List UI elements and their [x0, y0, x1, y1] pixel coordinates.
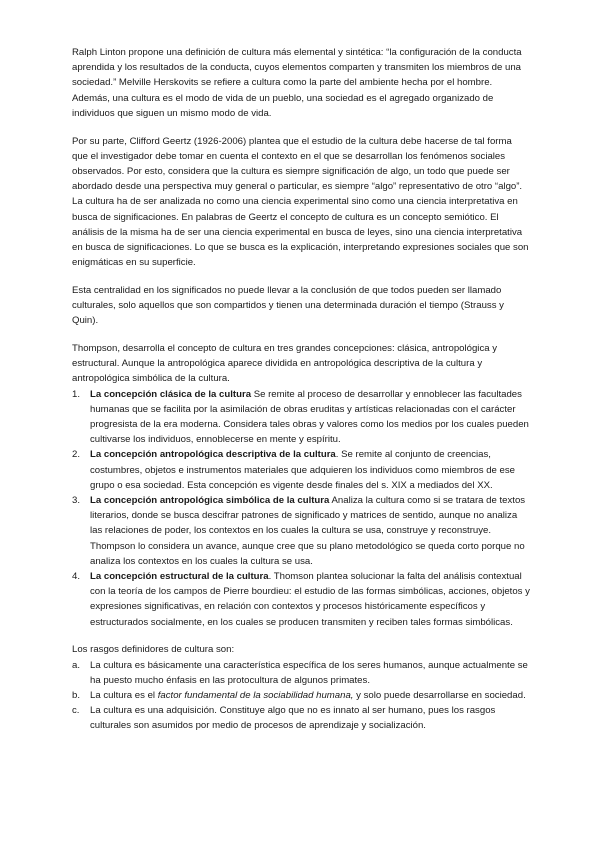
list-item-text-after: y solo puede desarrollarse en sociedad. — [353, 689, 526, 701]
concepciones-list — [72, 387, 530, 630]
list-item — [72, 703, 530, 733]
list-item — [72, 658, 530, 688]
list-item — [72, 493, 530, 569]
paragraph-centralidad: Esta centralidad en los significados no puede llevar a la conclusión de que todos pueden ser llamado culturales, solo aquellos que son compartidos y tienen una determinada duración el tiempo (Strauss y Quin). — [72, 284, 504, 327]
list-item — [72, 447, 530, 493]
rasgos-list — [72, 658, 530, 734]
list-item-title: La concepción antropológica descriptiva de la cultura — [90, 449, 336, 461]
paragraph-thompson: Thompson, desarrolla el concepto de cultura en tres grandes concepciones: clásica, antropológica y estructural. Aunque la antropológica aparece dividida en antropológica descriptiva de la cultura y antropológica simbólica de la cultura. — [72, 342, 498, 385]
list-item-emphasis: factor fundamental de la sociabilidad humana, — [157, 689, 354, 701]
paragraph-linton: Ralph Linton propone una definición de cultura más elemental y sintética: “la configuración de la conducta aprendida y los resultados de la conducta, cuyos elementos comparten y transmiten los miembros de una sociedad.” Melville Herskovits se refiere a cultura como la parte del ambiente hecha por el hombre. Además, una cultura es el modo de vida de un pueblo, una sociedad es el agregado organizado de individuos que siguen un mismo modo de vida. — [72, 47, 522, 119]
list-item-title: La concepción clásica de la cultura — [90, 388, 252, 400]
list-item — [72, 688, 530, 703]
list-item — [72, 387, 530, 448]
list-item-text: La cultura es el — [90, 689, 158, 701]
list-marker: 2. — [72, 449, 81, 461]
list-marker: 3. — [72, 494, 81, 506]
list-marker: 1. — [72, 388, 81, 400]
list-item — [72, 569, 530, 630]
list-marker: 4. — [72, 571, 81, 582]
list-marker: b. — [72, 689, 81, 701]
list-item-text: Analiza la cultura como si se tratara de textos literarios, donde se busca descifrar patrones de significado y matrices de sentido, aunque no analiza las relaciones de poder, los contextos en los cuales la cultura se usa, construye y reconstruye. Thompson lo considera un avance, aunque cree que su plano metodológico se queda corto porque no analiza los contextos en los cuales la cultura se usa. — [90, 494, 526, 567]
list-item-title: La concepción antropológica simbólica de la cultura — [90, 494, 330, 506]
list-marker: a. — [72, 659, 81, 671]
rasgos-intro: Los rasgos definidores de cultura son: — [72, 644, 235, 656]
list-item-text: . Thomson plantea solucionar la falta del análisis contextual con la teoría de los campos de Pierre bourdieu: el estudio de las formas simbólicas, acciones, objetos y expresiones significativas, en relación con contextos y procesos históricamente específicos y estructurados socialmente, en los cuales se producen transmiten y reciben tales formas simbólicas. — [90, 571, 530, 628]
paragraph-geertz: Por su parte, Clifford Geertz (1926-2006) plantea que el estudio de la cultura debe hacerse de tal forma que el investigador debe tomar en cuenta el contexto en el que se desarrollan los fenómenos sociales observados. Por esto, considera que la cultura es siempre significación de algo, un todo que puede ser abordado desde una perspectiva muy general o particular, es siempre “algo” representativo de otro “algo”. La cultura ha de ser analizada no como una ciencia experimental sino como una ciencia interpretativa en busca de significaciones. En palabras de Geertz el concepto de cultura es un concepto semiótico. El análisis de la misma ha de ser una ciencia experimental en busca de leyes, sino una ciencia interpretativa en busca de significaciones. Lo que se busca es la explicación, interpretando expresiones sociales que son enigmáticas en su superficie. — [72, 135, 529, 269]
list-item-title: La concepción estructural de la cultura — [90, 571, 269, 582]
list-item-text: Se remite al proceso de desarrollar y ennoblecer las facultades humanas que se facilita por la asimilación de obras eruditas y artísticas relacionadas con el carácter progresista de la era moderna. Considera tales obras y valores como los medios por los cuales pueden cultivarse los individuos, ennoblecerse en mente y espíritu. — [90, 388, 529, 446]
list-item-text: . Se remite al conjunto de creencias, costumbres, objetos e instrumentos materiales que adquieren los individuos como miembros de ese grupo o esa sociedad. Esta concepción es vigente desde finales del s. XIX a mediados del XX. — [90, 449, 516, 491]
list-item-text: La cultura es básicamente una característica específica de los seres humanos, aunque actualmente se ha puesto mucho énfasis en las protocultura de algunos primates. — [90, 659, 528, 686]
list-item-text: La cultura es una adquisición. Constituye algo que no es innato al ser humano, pues los rasgos culturales son asumidos por medio de procesos de aprendizaje y socialización. — [90, 705, 496, 732]
list-marker: c. — [72, 705, 80, 717]
